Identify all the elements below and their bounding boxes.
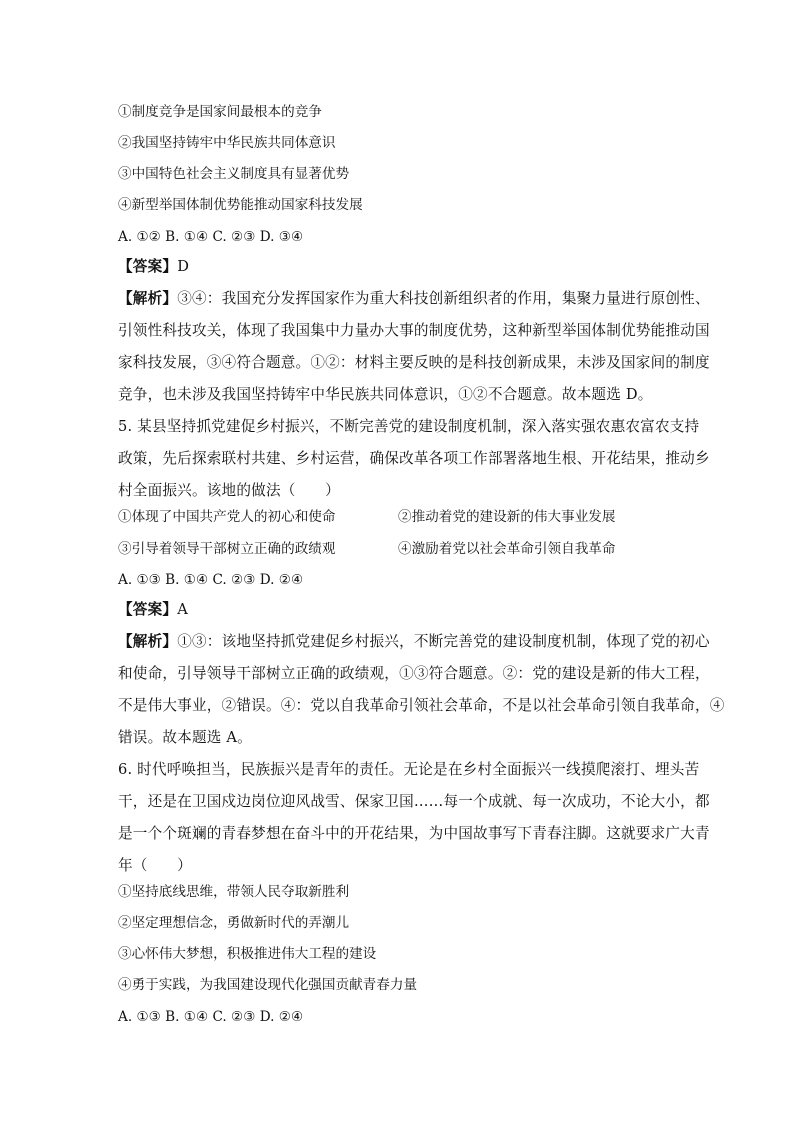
- analysis-text: ①③：该地坚持抓党建促乡村振兴，不断完善党的建设制度机制，体现了党的初心: [177, 633, 710, 650]
- q5-stem-line-3: 村全面振兴。该地的做法（ ）: [118, 482, 340, 499]
- q5-choices: A. ①③ B. ①④ C. ②③ D. ②④: [118, 572, 304, 588]
- q6-stem-line-2: 干，还是在卫国戍边岗位迎风战雪、保家卫国……每一个成就、每一次成功，不论大小，都: [118, 793, 710, 810]
- q5-option-3: ③引导着领导干部树立正确的政绩观: [118, 541, 336, 557]
- q5-option-4: ④激励着党以社会革命引领自我革命: [398, 541, 616, 557]
- answer-value: D: [177, 258, 190, 275]
- q5-stem-line-2: 政策，先后探索联村共建、乡村运营，确保改革各项工作部署落地生根、开花结果，推动乡: [118, 450, 710, 467]
- q4-option-4: ④新型举国体制优势能推动国家科技发展: [118, 197, 363, 213]
- q4-option-3: ③中国特色社会主义制度具有显著优势: [118, 166, 350, 182]
- q6-option-1: ①坚持底线思维，带领人民夺取新胜利: [118, 884, 350, 900]
- q6-stem-line-3: 是一个个斑斓的青春梦想在奋斗中的开花结果，为中国故事写下青春注脚。这就要求广大青: [118, 825, 710, 842]
- q4-analysis-line-2: 引领性科技攻关，体现了我国集中力量办大事的制度优势，这种新型举国体制优势能推动国: [118, 322, 710, 339]
- q4-option-1: ①制度竞争是国家间最根本的竞争: [118, 104, 322, 120]
- analysis-tag: 【解析】: [118, 633, 178, 650]
- q6-stem-line-1: 6. 时代呼唤担当，民族振兴是青年的责任。无论是在乡村全面振兴一线摸爬滚打、埋头苦: [118, 761, 700, 778]
- q4-answer-line: [118, 257, 189, 277]
- q6-option-4: ④勇于实践，为我国建设现代化强国贡献青春力量: [118, 977, 418, 993]
- q5-analysis-line-2: 和使命，引导领导干部树立正确的政绩观，①③符合题意。②：党的建设是新的伟大工程，: [118, 665, 710, 682]
- answer-tag: 【答案】: [118, 601, 178, 618]
- q6-stem-line-4: 年（ ）: [118, 857, 192, 874]
- analysis-text: ③④：我国充分发挥国家作为重大科技创新组织者的作用，集聚力量进行原创性、: [177, 290, 710, 307]
- q6-choices: A. ①③ B. ①④ C. ②③ D. ②④: [118, 1009, 304, 1025]
- q5-option-2: ②推动着党的建设新的伟大事业发展: [398, 509, 616, 525]
- q6-option-2: ②坚定理想信念，勇做新时代的弄潮儿: [118, 915, 350, 931]
- analysis-tag: 【解析】: [118, 290, 178, 307]
- q5-answer-line: [118, 600, 188, 620]
- q4-choices: A. ①② B. ①④ C. ②③ D. ③④: [118, 229, 304, 245]
- q5-analysis-line-4: 错误。故本题选 A。: [118, 729, 252, 746]
- answer-value: A: [177, 601, 188, 618]
- q5-analysis-line-3: 不是伟大事业，②错误。④：党以自我革命引领社会革命，不是以社会革命引领自我革命，④: [118, 697, 725, 714]
- q5-stem-line-1: 5. 某县坚持抓党建促乡村振兴，不断完善党的建设制度机制，深入落实强农惠农富农支持: [118, 418, 700, 435]
- q4-option-2: ②我国坚持铸牢中华民族共同体意识: [118, 135, 336, 151]
- q4-analysis-line-3: 家科技发展，③④符合题意。①②：材料主要反映的是科技创新成果，未涉及国家间的制度: [118, 354, 710, 371]
- q4-analysis-line-4: 竞争，也未涉及我国坚持铸牢中华民族共同体意识，①②不合题意。故本题选 D。: [118, 386, 653, 403]
- q5-analysis-line-1: [118, 632, 710, 652]
- q5-option-1: ①体现了中国共产党人的初心和使命: [118, 509, 336, 525]
- answer-tag: 【答案】: [118, 258, 178, 275]
- q4-analysis-line-1: [118, 289, 710, 309]
- q6-option-3: ③心怀伟大梦想，积极推进伟大工程的建设: [118, 946, 377, 962]
